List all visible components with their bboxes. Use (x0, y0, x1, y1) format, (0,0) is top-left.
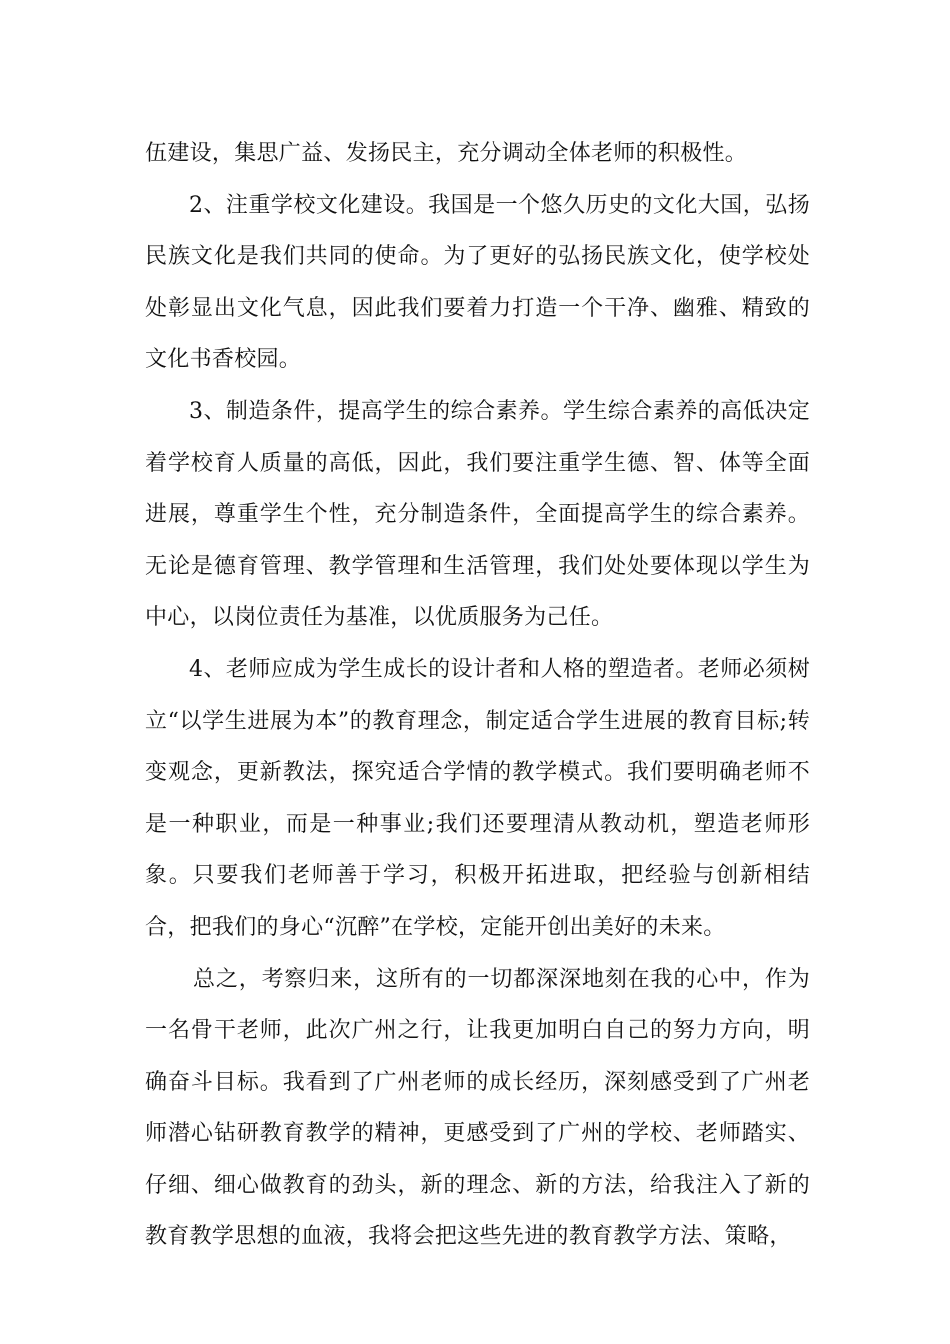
paragraph-student-quality: 3、制造条件，提高学生的综合素养。学生综合素养的高低决定着学校育人质量的高低，因此，我们要注重学生德、智、体等全面进展，尊重学生个性，充分制造条件，全面提高学生的综合素养。无论是德育管理、教学管理和生活管理，我们处处要体现以学生为中心，以岗位责任为基准，以优质服务为己任。 (145, 398, 810, 631)
paragraph-school-culture: 2、注重学校文化建设。我国是一个悠久历史的文化大国，弘扬民族文化是我们共同的使命。为了更好的弘扬民族文化，使学校处处彰显出文化气息，因此我们要着力打造一个干净、幽雅、精致的文化书香校园。 (145, 192, 810, 373)
paragraph-summary: 总之，考察归来，这所有的一切都深深地刻在我的心中，作为一名骨干老师，此次广州之行，让我更加明白自己的努力方向，明确奋斗目标。我看到了广州老师的成长经历，深刻感受到了广州老师潜心钻研教育教学的精神，更感受到了广州的学校、老师踏实、仔细、细心做教育的劲头，新的理念、新的方法，给我注入了新的教育教学思想的血液，我将会把这些先进的教育教学方法、策略， (145, 966, 810, 1250)
document-body (145, 128, 810, 1263)
paragraph-continuation: 伍建设，集思广益、发扬民主，充分调动全体老师的积极性。 (145, 141, 748, 166)
paragraph-teacher-role: 4、老师应成为学生成长的设计者和人格的塑造者。老师必须树立“以学生进展为本”的教育理念，制定适合学生进展的教育目标;转变观念，更新教法，探究适合学情的教学模式。我们要明确老师不是一种职业，而是一种事业;我们还要理清从教动机，塑造老师形象。只要我们老师善于学习，积极开拓进取，把经验与创新相结合，把我们的身心“沉醉”在学校，定能开创出美好的未来。 (145, 656, 810, 940)
